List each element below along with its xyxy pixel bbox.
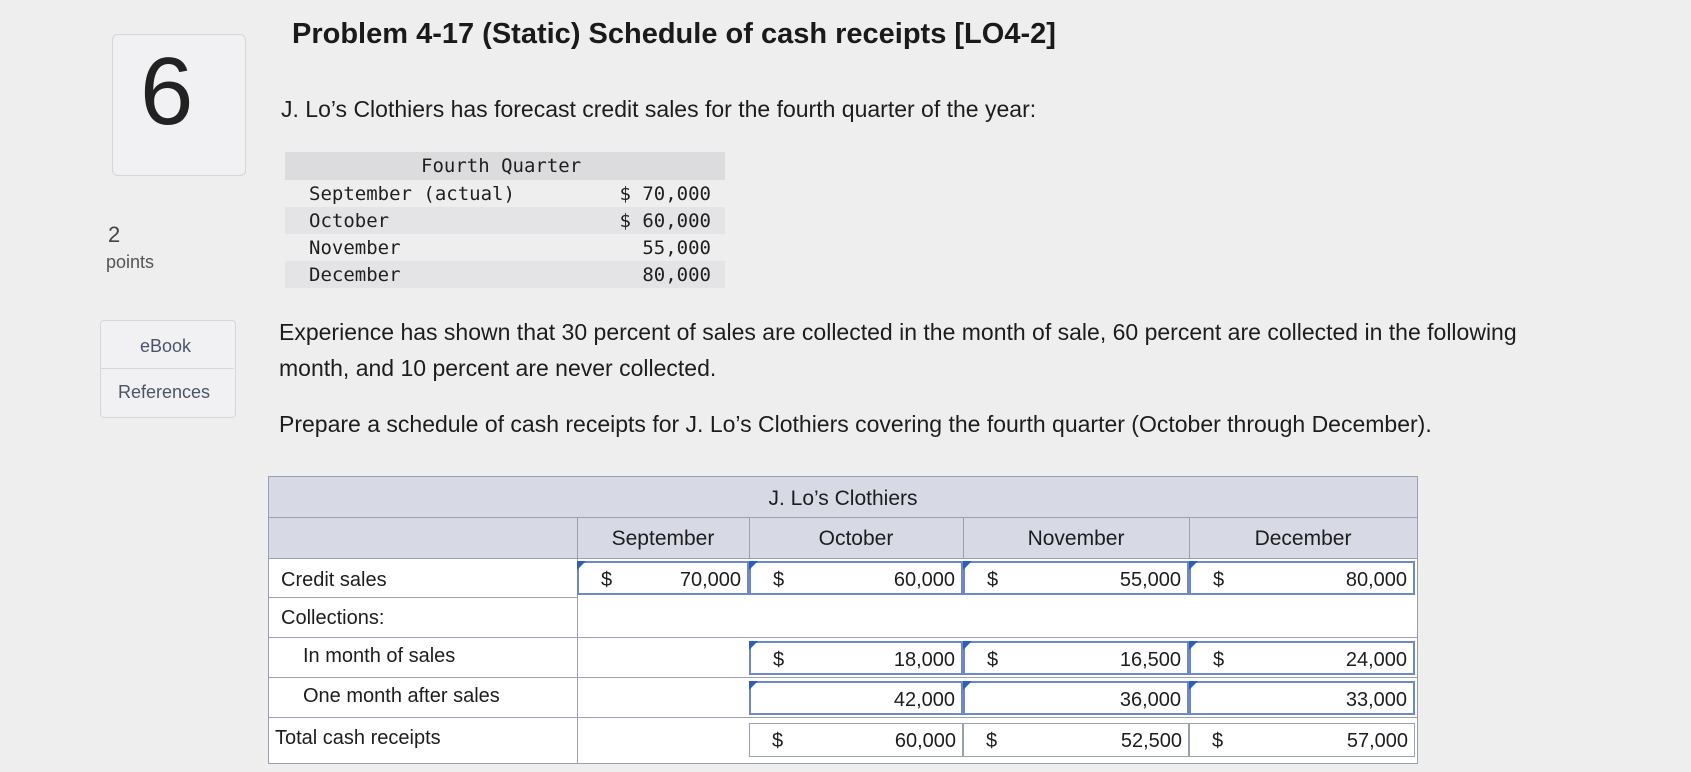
schedule-title: J. Lo’s Clothiers [768,487,918,510]
points-label: points [106,252,155,272]
resource-links-divider [100,368,234,369]
currency-symbol: $ [1213,569,1225,591]
input-flag-icon [963,641,972,650]
references-link[interactable]: References [118,382,211,402]
points-value: 2 [108,222,121,247]
input-flag-icon [1189,681,1198,690]
row-label-one-month-after: One month after sales [303,685,500,707]
cell-value: 42,000 [893,689,955,711]
input-flag-icon [963,561,972,570]
grid-line [963,518,964,558]
cell-value: 70,000 [679,569,741,591]
credit-sales-september-input[interactable] [577,561,749,595]
cell-value: 60,000 [893,569,955,591]
total-december [1189,723,1415,757]
currency-symbol: $ [773,569,785,591]
cell-value: 24,000 [1345,649,1407,671]
total-october [749,723,963,757]
month-header-december: December [1254,527,1352,550]
in-month-november-input[interactable] [963,641,1189,675]
input-flag-icon [1189,561,1198,570]
currency-symbol: $ [601,569,613,591]
input-flag-icon [963,681,972,690]
month-header-october: October [818,527,894,550]
forecast-label: September (actual) [309,183,515,205]
currency-symbol: $ [987,569,999,591]
currency-symbol: $ [1213,649,1225,671]
cell-value: 60,000 [894,730,956,752]
forecast-row [285,261,725,288]
grid-line [269,597,577,598]
one-month-after-october-input[interactable] [749,681,963,715]
credit-sales-december-input[interactable] [1189,561,1415,595]
grid-line [269,677,1417,678]
cash-receipts-schedule [268,476,1418,764]
problem-intro: J. Lo’s Clothiers has forecast credit sales for the fourth quarter of the year: [281,96,1037,122]
credit-sales-october-input[interactable] [749,561,963,595]
grid-line [749,518,750,558]
cell-value: 16,500 [1119,649,1181,671]
problem-title: Problem 4-17 (Static) Schedule of cash receipts [LO4-2] [292,18,1056,50]
forecast-table [285,152,725,288]
ebook-link[interactable]: eBook [140,336,192,356]
cell-value: 18,000 [893,649,955,671]
one-month-after-december-input[interactable] [1189,681,1415,715]
currency-symbol: $ [772,730,784,752]
row-label-credit-sales: Credit sales [281,569,387,591]
cell-value: 80,000 [1345,569,1407,591]
forecast-header: Fourth Quarter [421,155,582,177]
forecast-row [285,180,725,207]
cell-value: 33,000 [1345,689,1407,711]
currency-symbol: $ [987,649,999,671]
forecast-row [285,234,725,261]
resource-links-box [100,320,236,418]
input-flag-icon [749,561,758,570]
input-flag-icon [577,561,586,570]
grid-line [577,518,578,763]
month-header-november: November [1027,527,1125,550]
forecast-label: December [309,264,401,286]
grid-line [269,717,1417,718]
one-month-after-november-input[interactable] [963,681,1189,715]
credit-sales-november-input[interactable] [963,561,1189,595]
forecast-label: October [309,210,390,232]
schedule-month-header [269,518,1417,559]
instructions: Prepare a schedule of cash receipts for J. Lo’s Clothiers covering the fourth quarter (October through December). [279,411,1432,437]
forecast-header-row [285,152,725,180]
cell-value: 57,000 [1346,730,1408,752]
collection-pattern-line2: month, and 10 percent are never collected. [279,355,717,381]
input-flag-icon [749,641,758,650]
row-label-total: Total cash receipts [275,727,441,749]
forecast-row [285,207,725,234]
row-label-collections: Collections: [281,607,385,629]
grid-line [1189,518,1190,558]
month-header-september: September [611,527,715,550]
grid-line [269,637,1417,638]
schedule-title-row [269,477,1417,518]
forecast-value: 55,000 [642,237,711,259]
cell-value: 36,000 [1119,689,1181,711]
in-month-october-input[interactable] [749,641,963,675]
collection-pattern-line1: Experience has shown that 30 percent of sales are collected in the month of sale, 60 percent are collected in the following [279,319,1517,345]
currency-symbol: $ [986,730,998,752]
forecast-value: 80,000 [642,264,711,286]
row-label-in-month: In month of sales [303,645,456,667]
cell-value: 52,500 [1120,730,1182,752]
currency-symbol: $ [1212,730,1224,752]
input-flag-icon [1189,641,1198,650]
currency-symbol: $ [773,649,785,671]
forecast-value: $ 70,000 [619,183,711,205]
question-number: 6 [140,38,194,145]
input-flag-icon [749,681,758,690]
forecast-value: $ 60,000 [619,210,711,232]
cell-value: 55,000 [1119,569,1181,591]
in-month-december-input[interactable] [1189,641,1415,675]
total-november [963,723,1189,757]
forecast-label: November [309,237,401,259]
